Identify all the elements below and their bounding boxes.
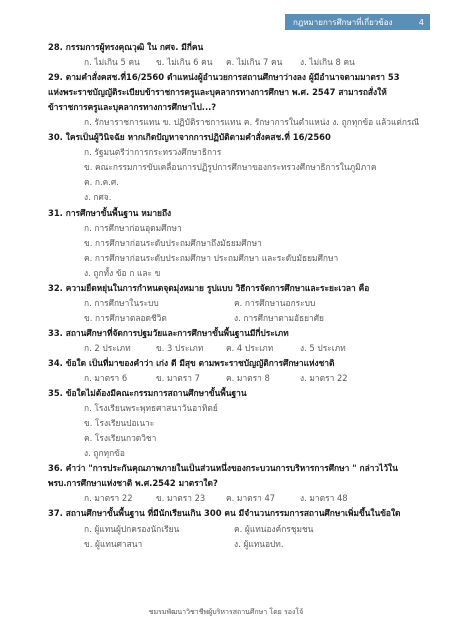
option: ก. โรงเรียนพระพุทธศาสนาวันอาทิตย์ [84, 403, 218, 414]
question-34: 34. ข้อใด เป็นที่มาของคำว่า เก่ง ดี มีสุข ตามพระราชบัญญัติการศึกษาแห่งชาติ [48, 357, 335, 368]
option: ก. มาตรา 22 [84, 493, 133, 504]
question-32: 32. ความยืดหยุ่นในการกำหนดจุดมุ่งหมาย รูปแบบ วิธีการจัดการศึกษาและระยะเวลา คือ [48, 282, 370, 293]
option: ค. โรงเรียนกวดวิชา [84, 433, 157, 444]
option: ข. มาตรา 23 [156, 493, 206, 504]
options-36 [48, 491, 432, 506]
option: ข. โรงเรียนปอเนาะ [84, 418, 155, 429]
option: ค. การศึกษานอกระบบ [234, 297, 316, 308]
option: ข. ผู้แทนศาสนา [84, 538, 143, 549]
option: ก. ไม่เกิน 5 คน [84, 57, 140, 68]
option: ง. ผู้แทนอปท. [234, 538, 284, 549]
option: ค. ก.ค.ศ. [84, 177, 119, 188]
option: ข. มาตรา 7 [156, 373, 200, 384]
question-29-line-2: แห่งพระราชบัญญัติระเบียบข้าราชการครูและบุคลากรทางการศึกษา พ.ศ. 2547 สามารถสั่งให้ [48, 87, 387, 98]
option: ง. ถูกทุกข้อ [84, 448, 125, 459]
options-37-row-1 [48, 522, 432, 537]
option: ก. การศึกษาในระบบ [84, 297, 159, 308]
option: ง. การศึกษาตามอัธยาศัย [234, 312, 324, 323]
header-title: กฎหมายการศึกษาที่เกี่ยวข้อง [293, 17, 393, 27]
question-29-line-3: ข้าราชการครูและบุคลากรทางการศึกษาไป...? [48, 102, 217, 113]
question-29-line-1: 29. ตามคำสั่งคสช.ที่16/2560 ตำแหน่งผู้อำนวยการสถานศึกษาว่างลง ผู้มีอำนาจตามมาตรา 53 [48, 72, 400, 83]
options-32-row-1 [48, 296, 432, 311]
option: ง. มาตรา 22 [300, 373, 348, 384]
question-30: 30. ใครเป็นผู้วินิจฉัย หากเกิดปัญหาจากการปฏิบัติตามคำสั่งคสช.ที่ 16/2560 [48, 132, 331, 143]
option: ข. ไม่เกิน 6 คน [156, 57, 213, 68]
header-bar [285, 14, 430, 30]
options-37-row-2 [48, 537, 432, 552]
options-33 [48, 341, 432, 356]
question-37: 37. สถานศึกษาขั้นพื้นฐาน ที่มีนักเรียนเกิน 300 คน มีจำนวนกรรมการสถานศึกษาเพิ่มขึ้นในข้อใด [48, 508, 401, 519]
exam-content [48, 40, 432, 552]
option: ค. มาตรา 47 [226, 493, 276, 504]
option: ก. การศึกษาก่อนอุดมศึกษา [84, 222, 182, 233]
question-36-line-2: พรบ.การศึกษาแห่งชาติ พ.ศ.2542 มาตราใด? [48, 478, 218, 489]
option: ก. ผู้แทนผู้ปกครองนักเรียน [84, 523, 180, 534]
option: ก. รัฐมนตรีว่าการกระทรวงศึกษาธิการ [84, 147, 222, 158]
option: ข. คณะกรรมการขับเคลื่อนการปฏิรูปการศึกษาของกระทรวงศึกษาธิการในภูมิภาค [84, 162, 377, 173]
option: ก. มาตรา 6 [84, 373, 128, 384]
option: ค. ไม่เกิน 7 คน [226, 57, 283, 68]
option: ค. 4 ประเภท [226, 342, 274, 353]
question-33: 33. สถานศึกษาที่จัดการปฐมวัยและการศึกษาขั้นพื้นฐานมีกี่ประเภท [48, 327, 289, 338]
option: ข. 3 ประเภท [156, 342, 204, 353]
option: ง. กศจ. [84, 192, 112, 203]
option: ก. 2 ประเภท [84, 342, 131, 353]
question-31: 31. การศึกษาขั้นพื้นฐาน หมายถึง [48, 207, 172, 218]
question-28: 28. กรรมการผู้ทรงคุณวุฒิ ใน กศจ. มีกี่คน [48, 42, 204, 52]
option: ค. ผู้แทนองค์กรชุมชน [234, 523, 314, 534]
option: ง. ไม่เกิน 8 คน [300, 57, 355, 68]
page-number: 4 [418, 17, 424, 27]
option: ค. การศึกษาก่อนระดับประถมศึกษา ประถมศึกษา และระดับมัธยมศึกษา [84, 252, 339, 263]
question-35: 35. ข้อใดไม่ต้องมีคณะกรรมการสถานศึกษาขั้นพื้นฐาน [48, 388, 247, 399]
option: ข. การศึกษาตลอดชีวิต [84, 312, 167, 323]
options-28 [48, 55, 432, 70]
page-footer: ชมรมพัฒนาวิชาชีพผู้บริหารสถานศึกษา โดย รองโจ้ [148, 608, 304, 616]
question-36-line-1: 36. คำว่า "การประกันคุณภาพภายในเป็นส่วนหนึ่งของกระบวนการบริหารการศึกษา " กล่าวไว้ใน [48, 463, 398, 474]
option: ง. มาตรา 48 [300, 493, 348, 504]
option: ค. มาตรา 8 [226, 373, 270, 384]
options-29: ก. รักษาราชการแทน ข. ปฏิบัติราชการแทน ค. รักษาการในตำแหน่ง ง. ถูกทุกข้อ แล้วแต่กรณี [84, 117, 420, 128]
option: ง. 5 ประเภท [300, 342, 346, 353]
options-34 [48, 371, 432, 386]
option: ข. การศึกษาก่อนระดับประถมศึกษาถึงมัธยมศึกษา [84, 237, 262, 248]
option: ง. ถูกทั้ง ข้อ ก และ ข [84, 267, 161, 278]
options-32-row-2 [48, 311, 432, 326]
